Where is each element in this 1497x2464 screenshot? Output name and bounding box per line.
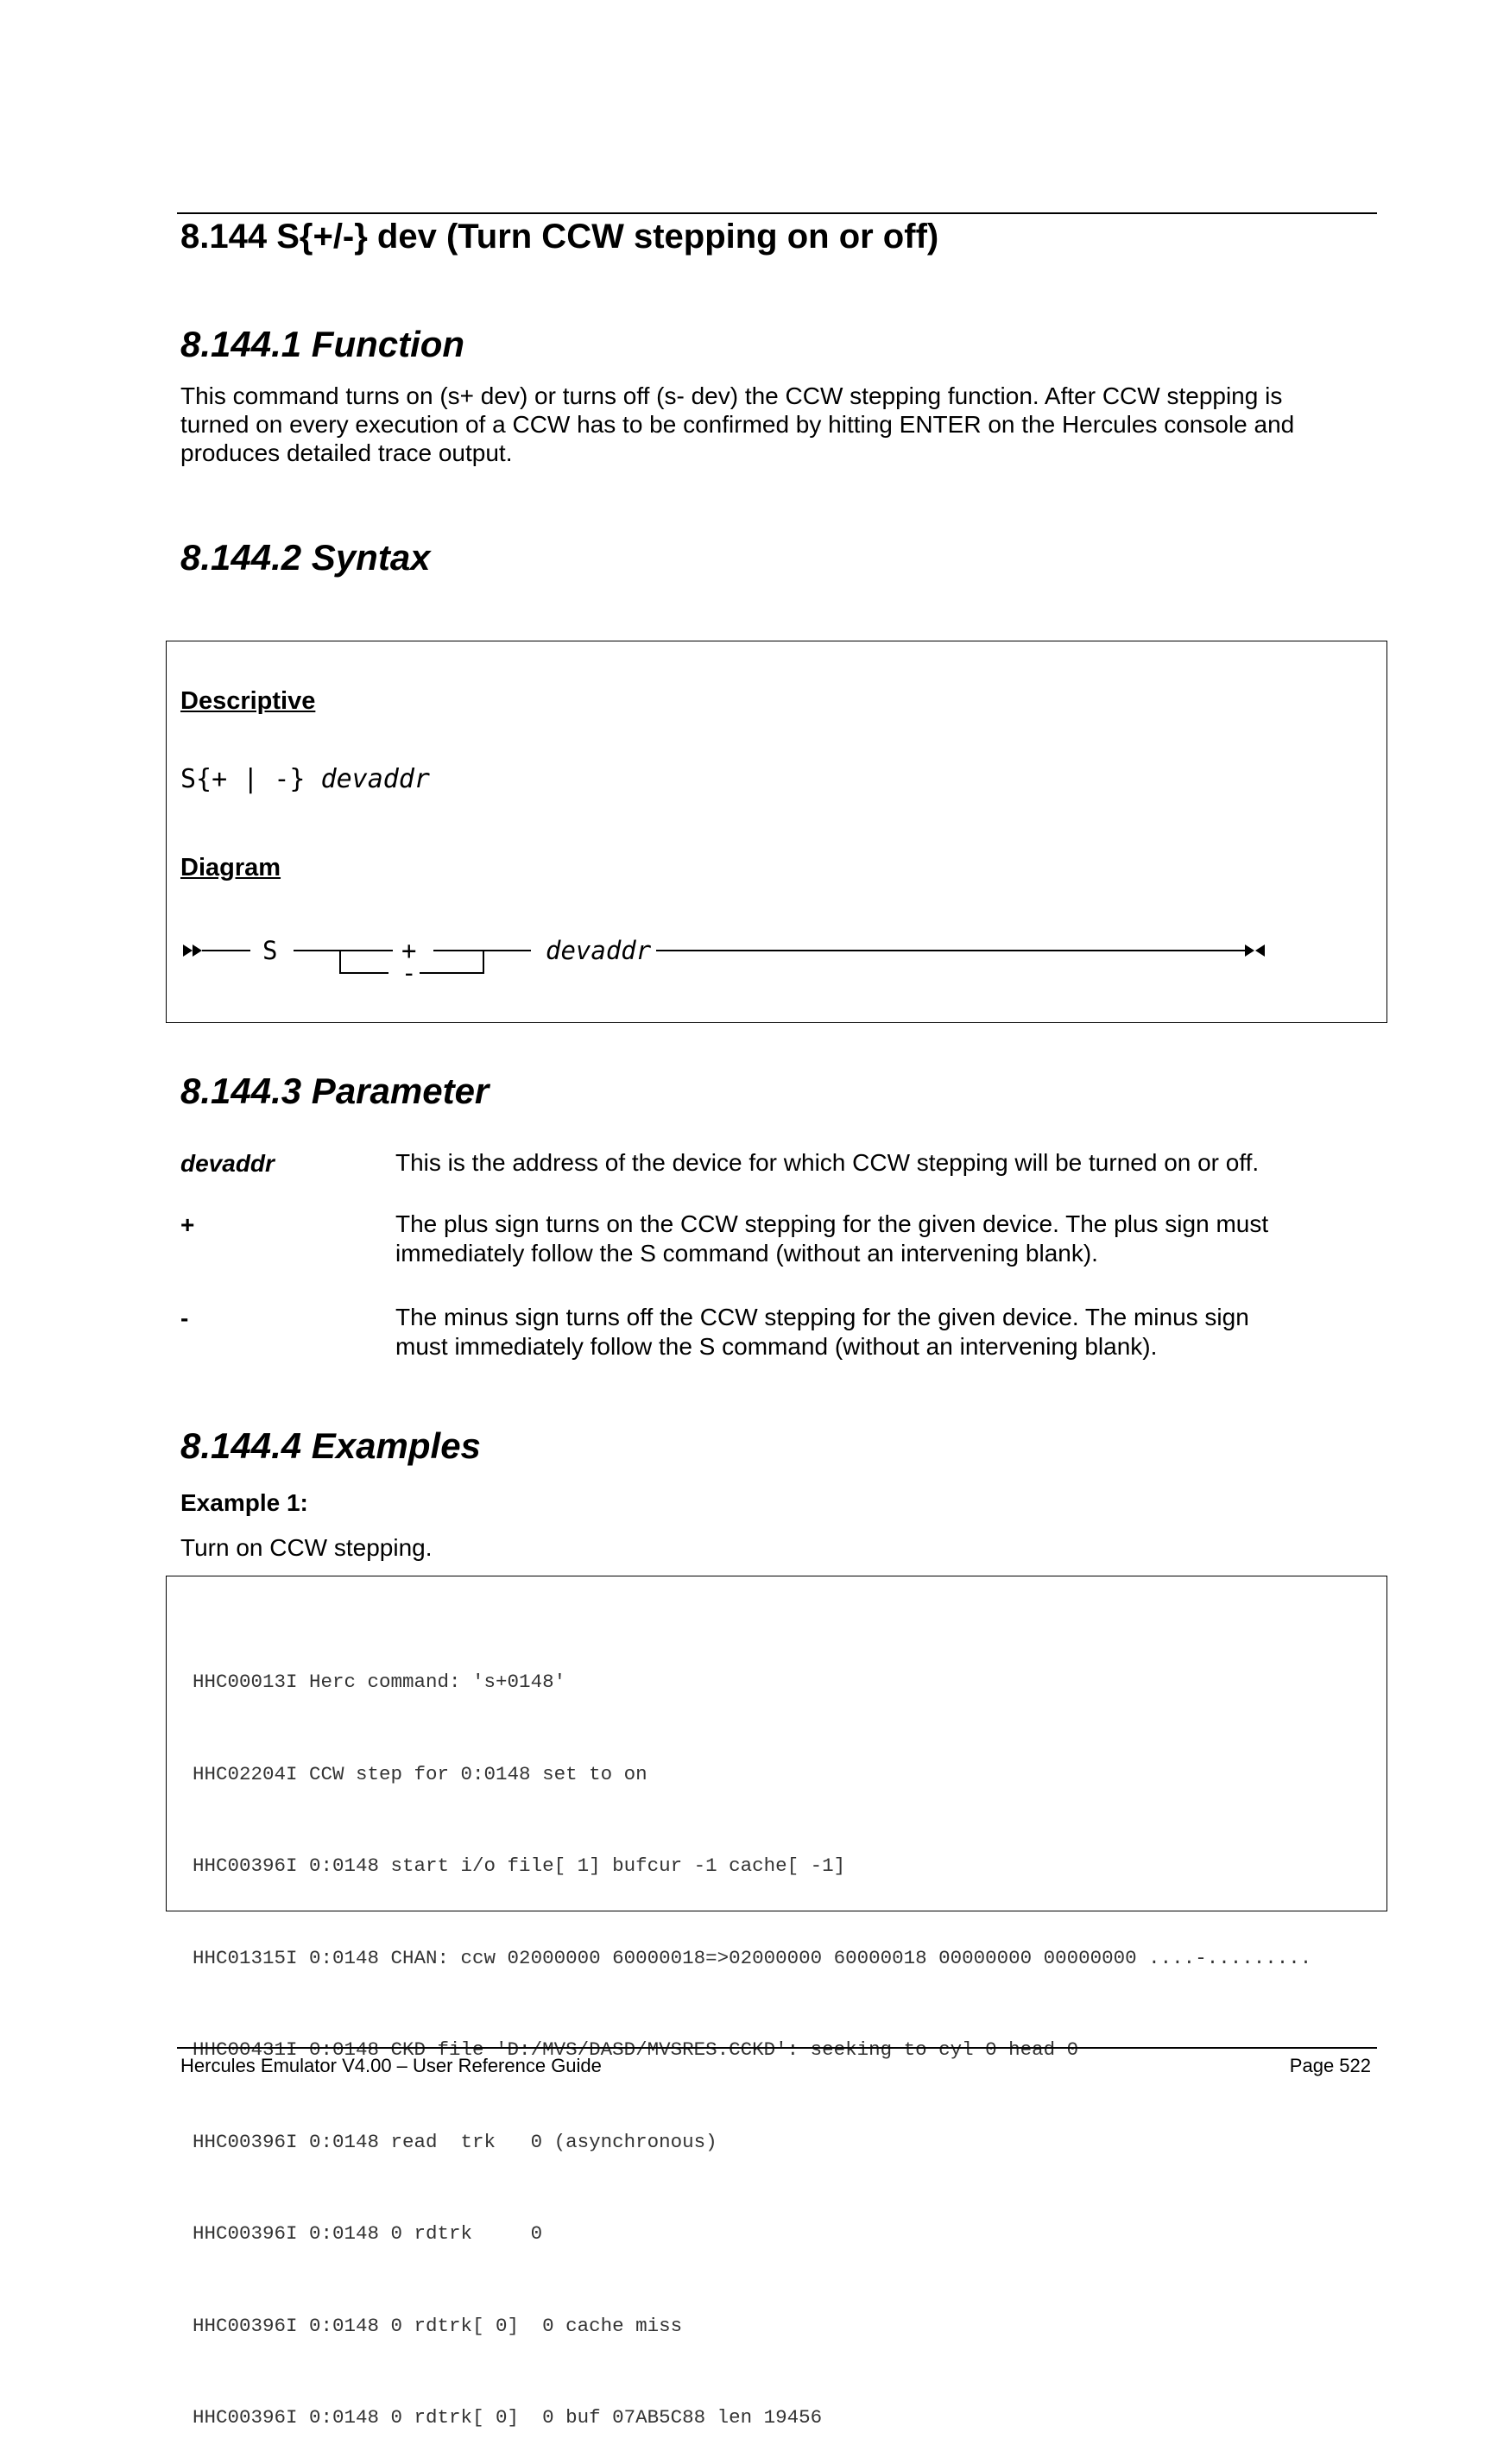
diagram-start-arrow — [193, 945, 202, 957]
diagram-end-arrow — [1245, 945, 1254, 957]
footer-rule — [177, 2047, 1377, 2049]
page-number: Page 522 — [1289, 2055, 1371, 2076]
diagram-plus: + — [401, 936, 417, 965]
parameter-heading: 8.144.3 Parameter — [180, 1071, 490, 1111]
section-top-rule — [177, 212, 1377, 214]
code-line: HHC01315I 0:0148 CHAN: ccw 02000000 60000018=>02000000 60000018 00000000 00000000 ....-......... — [193, 1946, 1312, 1969]
param-desc — [395, 1148, 1497, 1178]
code-line: HHC00396I 0:0148 0 rdtrk[ 0] 0 buf 07AB5C88 len 19456 — [193, 2406, 823, 2429]
descriptive-cmd: S{+ | -} — [180, 764, 306, 794]
diagram-minus: - — [401, 958, 417, 988]
param-desc — [395, 1210, 1497, 1268]
example-label: Example 1: — [180, 1489, 308, 1516]
function-text-line: produces detailed trace output. — [180, 439, 513, 466]
syntax-diagram — [164, 915, 1390, 1010]
syntax-heading: 8.144.2 Syntax — [180, 537, 431, 578]
diagram-branch — [420, 951, 483, 973]
example-code — [193, 1606, 1311, 2464]
section-title: 8.144 S{+/-} dev (Turn CCW stepping on or off) — [180, 218, 939, 256]
diagram-end-arrow — [1255, 945, 1265, 957]
diagram-branch — [340, 951, 388, 973]
param-desc-line: The plus sign turns on the CCW stepping for the given device. The plus sign must — [395, 1210, 1269, 1237]
param-desc — [395, 1303, 1497, 1362]
footer-title: Hercules Emulator V4.00 – User Reference Guide — [180, 2055, 602, 2076]
descriptive-syntax — [180, 764, 430, 794]
code-line: HHC00396I 0:0148 0 rdtrk[ 0] 0 cache miss — [193, 2314, 683, 2337]
diagram-cmd: S — [262, 936, 278, 965]
code-line: HHC00431I 0:0148 CKD file 'D:/MVS/DASD/MVSRES.CCKD': seeking to cyl 0 head 0 — [193, 2038, 1079, 2061]
diagram-label: Diagram — [180, 854, 281, 881]
descriptive-arg: devaddr — [320, 764, 430, 794]
param-desc-line: must immediately follow the S command (without an intervening blank). — [395, 1333, 1158, 1360]
code-line: HHC00396I 0:0148 0 rdtrk 0 — [193, 2222, 543, 2245]
diagram-start-arrow — [183, 945, 193, 957]
function-text — [180, 382, 1294, 467]
param-desc-line: The minus sign turns off the CCW stepping for the given device. The minus sign — [395, 1304, 1249, 1330]
code-line: HHC00013I Herc command: 's+0148' — [193, 1671, 566, 1693]
code-line: HHC00396I 0:0148 start i/o file[ 1] bufcur -1 cache[ -1] — [193, 1854, 846, 1877]
code-line: HHC00396I 0:0148 read trk 0 (asynchronous) — [193, 2130, 717, 2153]
descriptive-label: Descriptive — [180, 687, 316, 715]
code-line: HHC02204I CCW step for 0:0148 set to on — [193, 1762, 647, 1785]
function-heading: 8.144.1 Function — [180, 324, 465, 364]
example-description: Turn on CCW stepping. — [180, 1534, 433, 1561]
diagram-arg: devaddr — [546, 936, 652, 965]
param-term: + — [180, 1211, 195, 1238]
param-desc-line: This is the address of the device for which CCW stepping will be turned on or off. — [395, 1149, 1260, 1176]
param-term: devaddr — [180, 1150, 275, 1177]
param-desc-line: immediately follow the S command (without an intervening blank). — [395, 1240, 1098, 1267]
examples-heading: 8.144.4 Examples — [180, 1425, 481, 1466]
param-term: - — [180, 1305, 189, 1331]
function-text-line: This command turns on (s+ dev) or turns off (s- dev) the CCW stepping function. After CCW stepping is — [180, 382, 1283, 409]
function-text-line: turned on every execution of a CCW has to be confirmed by hitting ENTER on the Hercules console and — [180, 411, 1295, 438]
